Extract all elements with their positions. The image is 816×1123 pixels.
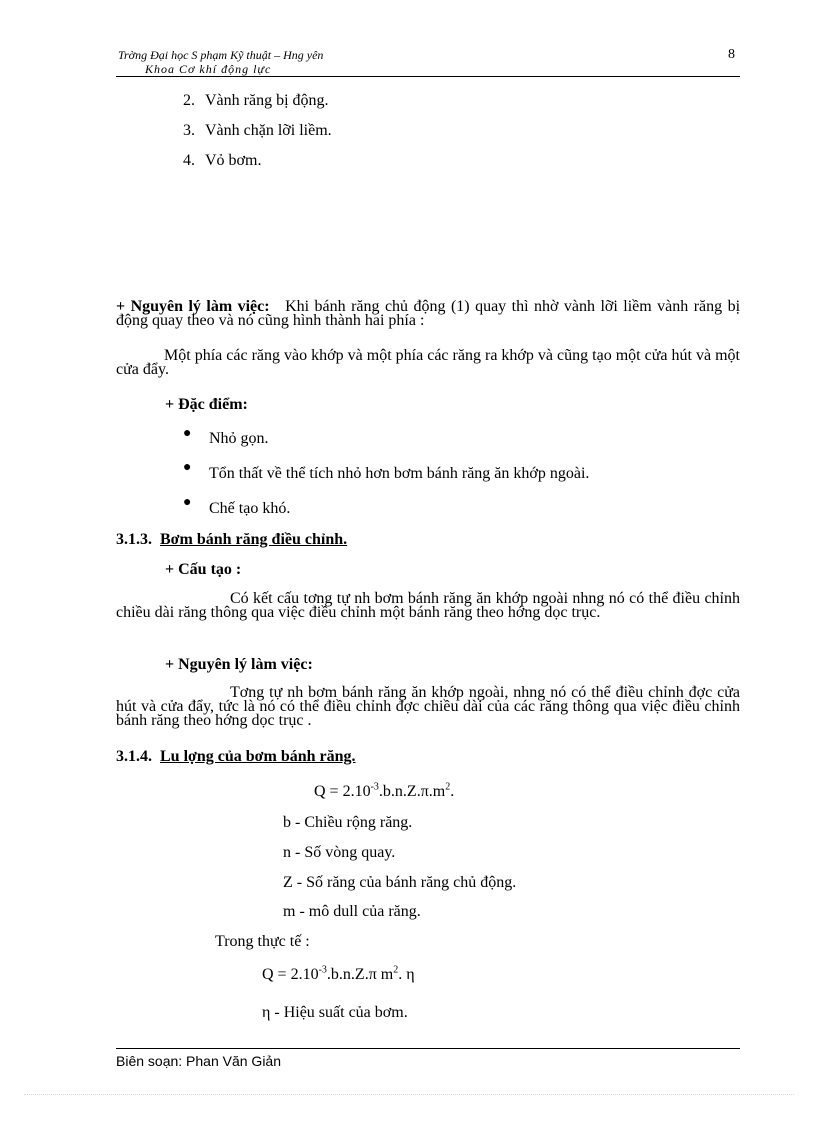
formula-part: .b.n.Z. — [378, 783, 421, 800]
efficiency-definition — [262, 1004, 408, 1022]
header-school: Trờng Đại học S phạm Kỹ thuật – Hng yên — [118, 48, 324, 62]
footer-author: Biên soạn: Phan Văn Giản — [116, 1053, 282, 1069]
header-rule — [116, 76, 740, 77]
formula-exponent: 2 — [393, 964, 399, 976]
variable-definition: n - Số vòng quay. — [283, 844, 396, 861]
principle-detail: Một phía các răng vào khớp và một phía các răng ra khớp và cũng tạo một cửa hút và một cửa đẩy. — [116, 347, 740, 378]
list-item-number: 3. — [183, 122, 195, 139]
list-item-number: 4. — [183, 152, 195, 169]
formula-exponent: 2 — [445, 781, 451, 793]
practical-flow-formula — [262, 966, 415, 984]
features-label: + Đặc điểm: — [165, 396, 248, 413]
formula-part: m — [376, 966, 394, 983]
formula-exponent: -3 — [370, 781, 379, 793]
section-title: Lu lợng của bơm bánh răng. — [160, 748, 356, 765]
list-item — [183, 92, 329, 110]
formula-part: . — [450, 783, 455, 800]
principle-label-313: + Nguyên lý làm việc: — [165, 656, 313, 673]
pi-symbol: π — [420, 783, 429, 800]
header-faculty: Khoa Cơ khí động lực — [145, 62, 272, 76]
eta-symbol: η — [262, 1004, 271, 1021]
principle-label: + Nguyên lý làm việc: — [116, 298, 270, 315]
eta-symbol: η — [406, 966, 415, 983]
list-item-text: Vành chặn lỡi liềm. — [205, 122, 332, 139]
flow-formula — [314, 783, 454, 801]
list-item-text: Vỏ bơm. — [205, 152, 262, 169]
principle-text-313: Tơng tự nh bơm bánh răng ăn khớp ngoài, nhng nó có thể điều chỉnh đợc cửa hút và cửa đẩy, tức là nó có thể điều chỉnh đợc chiều dài của các răng thông qua việc điều chỉnh bánh răng theo hớng dọc trục . — [116, 684, 740, 729]
section-number: 3.1.4. — [116, 748, 152, 765]
bullet-icon: ● — [183, 426, 192, 441]
bullet-icon: ● — [183, 460, 192, 475]
structure-label: + Cấu tạo : — [165, 561, 242, 578]
principle-text: Khi bánh răng chủ động (1) quay thì nhờ vành lỡi liềm vành răng bị động quay theo và nó cũng hình thành hai phía : — [116, 298, 741, 329]
formula-part: Q = 2.10 — [262, 966, 319, 983]
variable-definition: b - Chiều rộng răng. — [283, 814, 413, 831]
page-break-line — [24, 1094, 794, 1095]
feature-item: Chế tạo khó. — [209, 500, 291, 517]
section-heading — [116, 531, 347, 549]
variable-definition: m - mô dull của răng. — [283, 903, 421, 920]
practice-label: Trong thực tế : — [215, 933, 310, 950]
pi-symbol: π — [368, 966, 377, 983]
feature-item: Nhỏ gọn. — [209, 430, 269, 447]
efficiency-text: - Hiệu suất của bơm. — [270, 1004, 408, 1021]
formula-exponent: -3 — [318, 964, 327, 976]
list-item — [183, 122, 332, 140]
formula-part: Q = 2.10 — [314, 783, 371, 800]
page-number: 8 — [728, 47, 735, 62]
variable-definition: Z - Số răng của bánh răng chủ động. — [283, 874, 517, 891]
section-title: Bơm bánh răng điều chỉnh. — [160, 531, 348, 548]
bullet-icon: ● — [183, 495, 192, 510]
section-number: 3.1.3. — [116, 531, 152, 548]
section-heading — [116, 748, 356, 766]
formula-part: .b.n.Z. — [326, 966, 369, 983]
list-item — [183, 152, 261, 170]
principle-paragraph — [116, 300, 740, 328]
footer-rule — [116, 1048, 740, 1049]
feature-item: Tổn thất về thể tích nhỏ hơn bơm bánh răng ăn khớp ngoài. — [209, 465, 590, 482]
structure-text: Có kết cấu tơng tự nh bơm bánh răng ăn khớp ngoài nhng nó có thể điều chỉnh chiều dài răng thông qua việc điều chỉnh một bánh răng theo hớng dọc trục. — [116, 590, 740, 621]
list-item-text: Vành răng bị động. — [205, 92, 329, 109]
formula-part: . — [398, 966, 407, 983]
formula-part: .m — [428, 783, 446, 800]
list-item-number: 2. — [183, 92, 195, 109]
